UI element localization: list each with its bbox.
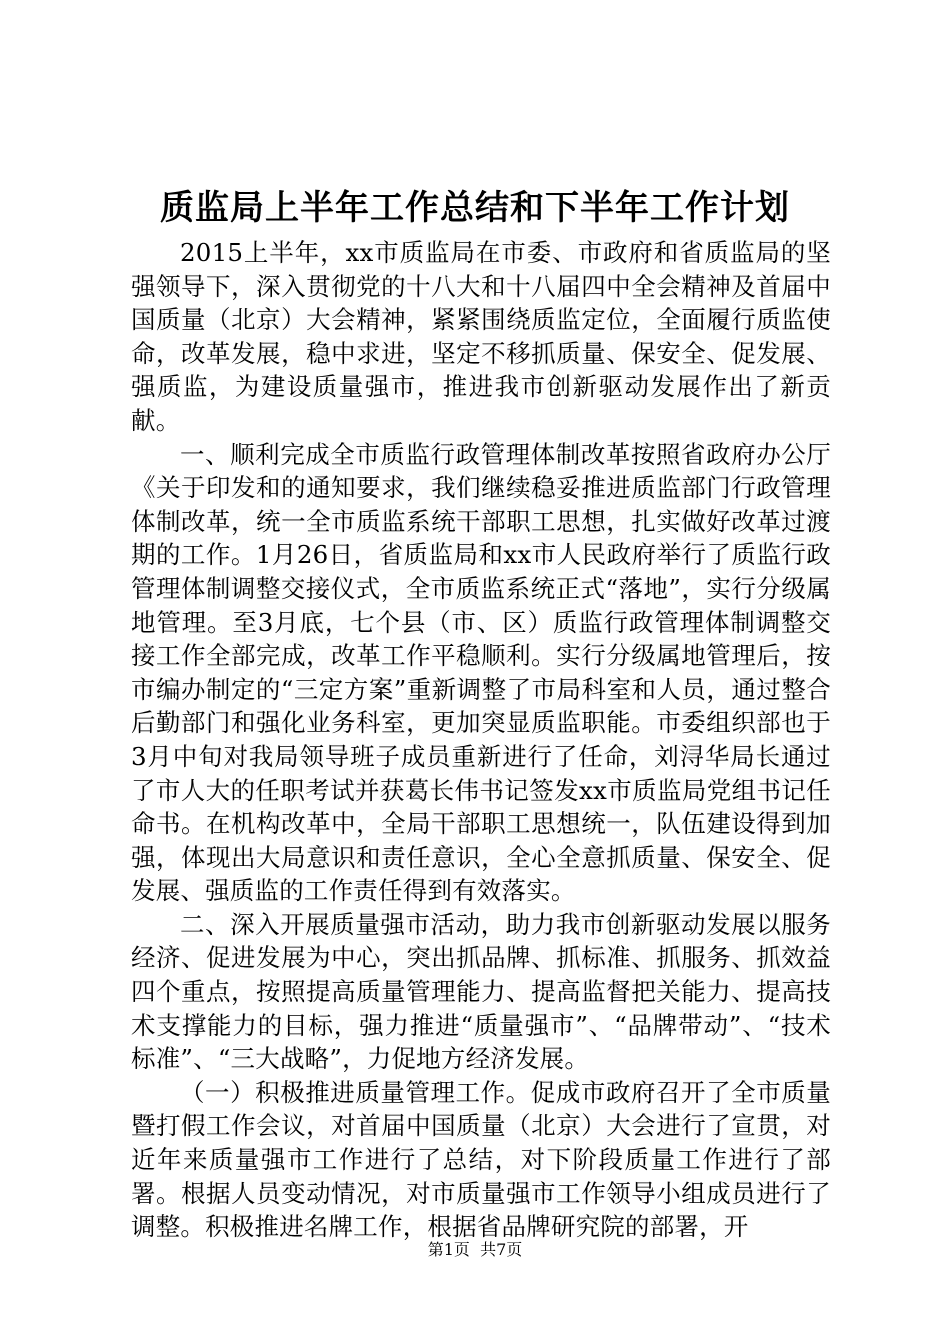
document-body — [131, 236, 831, 1244]
paragraph-section-2: 二、深入开展质量强市活动，助力我市创新驱动发展以服务经济、促进发展为中心，突出抓品牌、抓标准、抓服务、抓效益四个重点，按照提高质量管理能力、提高监督把关能力、提高技术支撑能力的目标，强力推进“质量强市”、“品牌带动”、“技术标准”、“三大战略”，力促地方经济发展。 — [131, 909, 831, 1074]
paragraph-section-1: 一、顺利完成全市质监行政管理体制改革按照省政府办公厅《关于印发和的通知要求，我们继续稳妥推进质监部门行政管理体制改革，统一全市质监系统干部职工思想，扎实做好改革过渡期的工作。1月26日，省质监局和xx市人民政府举行了质监行政管理体制调整交接仪式，全市质监系统正式“落地”，实行分级属地管理。至3月底，七个县（市、区）质监行政管理体制调整交接工作全部完成，改革工作平稳顺利。实行分级属地管理后，按市编办制定的“三定方案”重新调整了市局科室和人员，通过整合后勤部门和强化业务科室，更加突显质监职能。市委组织部也于3月中旬对我局领导班子成员重新进行了任命，刘浔华局长通过了市人大的任职考试并获葛长伟书记签发xx市质监局党组书记任命书。在机构改革中，全局干部职工思想统一，队伍建设得到加强，体现出大局意识和责任意识，全心全意抓质量、保安全、促发展、强质监的工作责任得到有效落实。 — [131, 439, 831, 906]
paragraph-intro: 2015上半年，xx市质监局在市委、市政府和省质监局的坚强领导下，深入贯彻党的十八大和十八届四中全会精神及首届中国质量（北京）大会精神，紧紧围绕质监定位，全面履行质监使命，改革发展，稳中求进，坚定不移抓质量、保安全、促发展、强质监，为建设质量强市，推进我市创新驱动发展作出了新贡献。 — [131, 238, 831, 435]
document-title: 质监局上半年工作总结和下半年工作计划 — [160, 188, 790, 228]
page-number: 第1页 共7页 — [427, 1240, 523, 1259]
page-footer — [0, 1238, 950, 1262]
paragraph-subsection-1: （一）积极推进质量管理工作。促成市政府召开了全市质量暨打假工作会议，对首届中国质量（北京）大会进行了宣贯，对近年来质量强市工作进行了总结，对下阶段质量工作进行了部署。根据人员变动情况，对市质量强市工作领导小组成员进行了调整。积极推进名牌工作，根据省品牌研究院的部署，开 — [131, 1077, 831, 1242]
